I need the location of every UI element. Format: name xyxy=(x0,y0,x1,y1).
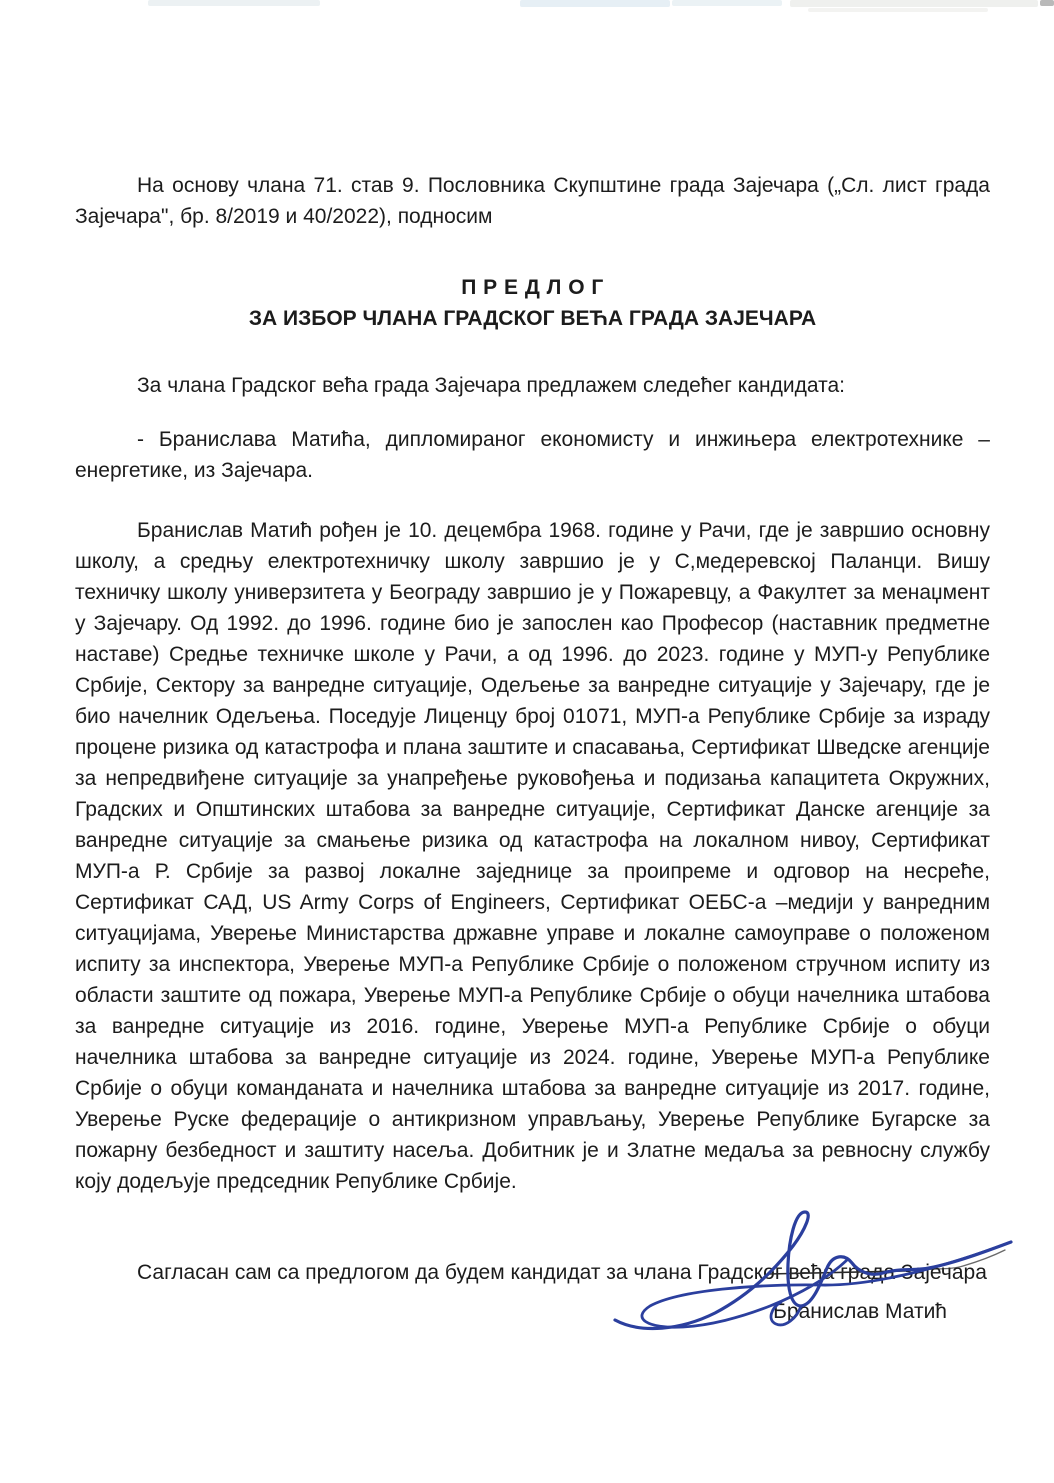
biography-paragraph: Бранислав Матић рођен је 10. децембра 1968. године у Рачи, где је завршио основну школу, а средњу електротехничку школу завршио је у С,медеревској Паланци. Вишу техничку школу универзитета у Београду завршио је у Пожаревцу, а Факултет за менаџмент у Зајечару. Од 1992. до 1996. године био је запослен као Професор (наставник предметне наставе) Средње техничке школе у Рачи, а од 1996. до 2023. године у МУП-у Републике Србије, Сектору за ванредне ситуације, Одељење за ванредне ситуације у Зајечару, где је био начелник Одељења. Поседује Лиценцу број 01071, МУП-а Републике Србије за израду процене ризика од катастрофа и плана заштите и спасавања, Сертификат Шведске агенције за непредвиђене ситуације за унапређење руковођења и подизања капацитета Окружних, Градских и Општинских штабова за ванредне ситуације, Сертификат Данске агенције за ванредне ситуације за смањење ризика од катастрофа на локалном нивоу, Сертификат МУП-а Р. Србије за развој локалне заједнице за проипреме и одговор на несреће, Сертификат САД, US Army Corps of Engineers, Сертификат ОЕБС-а –медији у ванредним ситуацијама, Уверење Министарства државне управе и локалне самоуправе о положеном испиту за инспектора, Уверење МУП-а Републике Србије о положеном стручном испиту из области заштите од пожара, Уверење МУП-а Републике Србије о обуци начелника штабова за ванредне ситуације из 2016. године, Уверење МУП-а Републике Србије о обуци начелника штабова за ванредне ситуације из 2024. године, Уверење МУП-а Републике Србије о обуци команданата и начелника штабова за ванредне ситуације из 2017. године, Уверење Руске федерације о антикризном управљању, Уверење Републике Бугарске за пожарну безбедност и заштиту насеља. Добитник је и Златне медаља за ревносну службу коју додељује председник Републике Србије. xyxy=(75,519,990,1193)
intro-paragraph: На основу члана 71. став 9. Пословника Скупштине града Зајечара („Сл. лист града Зајечара", бр. 8/2019 и 40/2022), подносим xyxy=(75,174,990,228)
title-line-subject: ЗА ИЗБОР ЧЛАНА ГРАДСКОГ ВЕЋА ГРАДА ЗАЈЕЧАРА xyxy=(248,307,817,330)
document-title xyxy=(75,272,990,334)
signatory-name: Бранислав Матић xyxy=(773,1300,947,1323)
consent-paragraph: Сагласан сам са предлогом да будем кандидат за члана Градског већа града Зајечара xyxy=(137,1261,987,1284)
candidate-paragraph: - Бранислава Матића, дипломираног економисту и инжињера електротехнике – енергетике, из Зајечара. xyxy=(75,428,990,482)
proposal-lead-paragraph: За члана Градског већа града Зајечара предлажем следећег кандидата: xyxy=(137,374,845,397)
title-line-predlog: П Р Е Д Л О Г xyxy=(461,276,604,299)
